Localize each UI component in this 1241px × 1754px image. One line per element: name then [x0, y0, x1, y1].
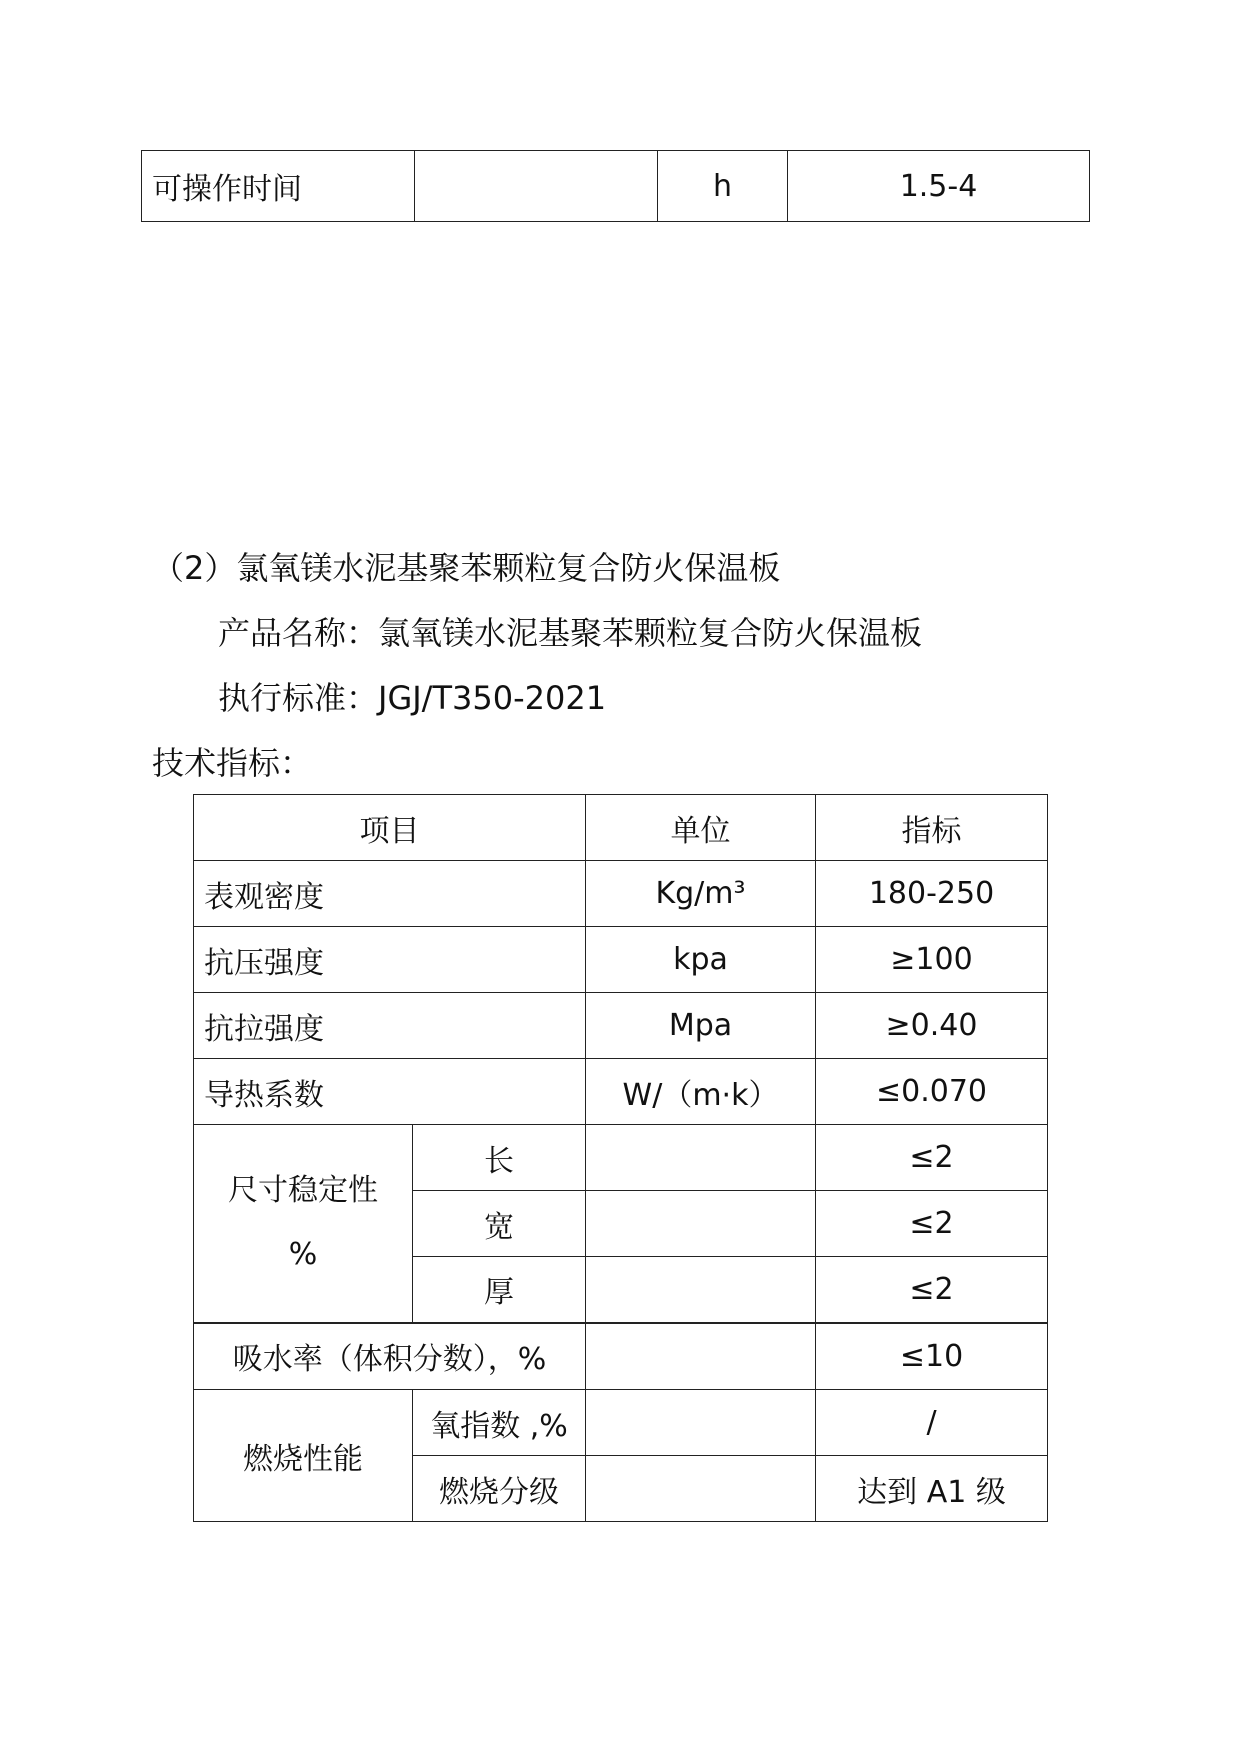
- row-value: ≤2: [816, 1125, 1048, 1191]
- operating-time-table: [141, 150, 1090, 222]
- row-unit: [586, 1390, 816, 1456]
- row-unit: kpa: [586, 927, 816, 993]
- operating-time-value: 1.5-4: [788, 151, 1090, 222]
- row-unit: [586, 1191, 816, 1257]
- sub-item: 长: [413, 1125, 586, 1191]
- sub-item: 燃烧分级: [413, 1456, 586, 1522]
- row-unit: [586, 1125, 816, 1191]
- spec-table: [193, 794, 1048, 1522]
- row-value: ≥0.40: [816, 993, 1048, 1059]
- row-item: 导热系数: [194, 1059, 586, 1125]
- row-unit: [586, 1323, 816, 1390]
- row-value: ≤2: [816, 1257, 1048, 1323]
- header-item: 项目: [194, 795, 586, 861]
- row-unit: W/（m·k）: [586, 1059, 816, 1125]
- dimensional-stability-unit: %: [288, 1237, 318, 1273]
- dimensional-stability-title: 尺寸稳定性: [228, 1173, 378, 1209]
- table-header-row: [194, 795, 1048, 861]
- header-value: 指标: [816, 795, 1048, 861]
- row-value: /: [816, 1390, 1048, 1456]
- row-value: ≤0.070: [816, 1059, 1048, 1125]
- row-value: ≤2: [816, 1191, 1048, 1257]
- row-unit: Mpa: [586, 993, 816, 1059]
- table-row: [194, 1323, 1048, 1390]
- row-item: 表观密度: [194, 861, 586, 927]
- operating-time-label: 可操作时间: [142, 151, 415, 222]
- tech-spec-label: 技术指标：: [152, 744, 313, 782]
- sub-item: 宽: [413, 1191, 586, 1257]
- row-item: 抗拉强度: [194, 993, 586, 1059]
- operating-time-unit: h: [658, 151, 788, 222]
- row-unit: Kg/m³: [586, 861, 816, 927]
- table-row: [194, 927, 1048, 993]
- dimensional-stability-label: [194, 1125, 413, 1323]
- table-row: [194, 861, 1048, 927]
- row-value: 达到 A1 级: [816, 1456, 1048, 1522]
- combustion-performance-label: 燃烧性能: [194, 1390, 413, 1522]
- header-unit: 单位: [586, 795, 816, 861]
- table-row: [194, 1125, 1048, 1191]
- water-absorption-item: 吸水率（体积分数），%: [194, 1323, 586, 1390]
- table-row: [194, 993, 1048, 1059]
- sub-item: 氧指数 ,%: [413, 1390, 586, 1456]
- product-name-line: 产品名称：氯氧镁水泥基聚苯颗粒复合防火保温板: [218, 614, 923, 652]
- row-value: 180-250: [816, 861, 1048, 927]
- row-value: ≥100: [816, 927, 1048, 993]
- table-row: [194, 1059, 1048, 1125]
- section-heading: （2）氯氧镁水泥基聚苯颗粒复合防火保温板: [152, 549, 781, 587]
- row-unit: [586, 1456, 816, 1522]
- table-row: [194, 1390, 1048, 1456]
- row-value: ≤10: [816, 1323, 1048, 1390]
- standard-line: 执行标准：JGJ/T350-2021: [218, 679, 607, 717]
- row-item: 抗压强度: [194, 927, 586, 993]
- operating-time-standard: [415, 151, 658, 222]
- sub-item: 厚: [413, 1257, 586, 1323]
- row-unit: [586, 1257, 816, 1323]
